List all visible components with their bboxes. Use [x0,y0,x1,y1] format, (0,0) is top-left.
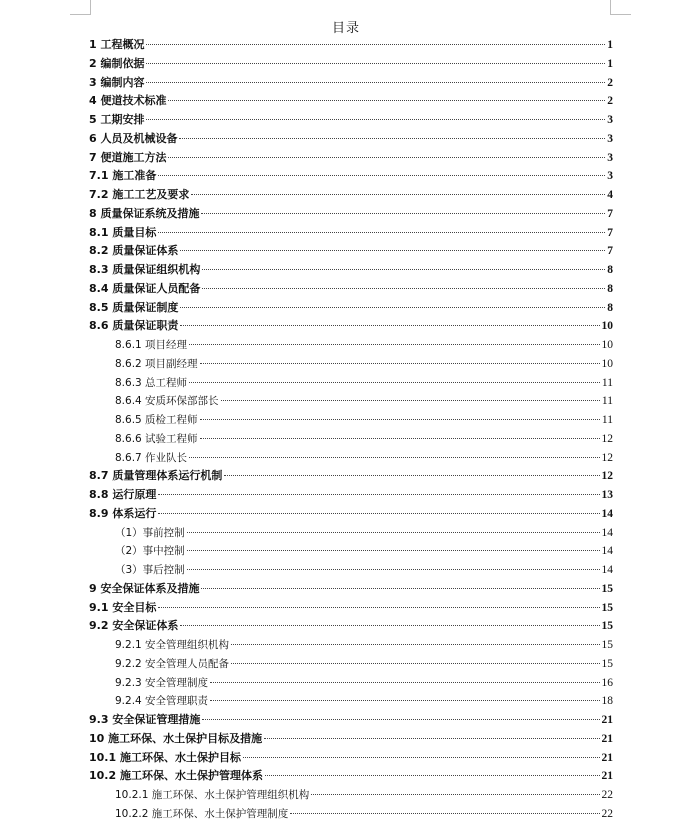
toc-entry-page-number: 4 [607,189,613,201]
toc-entry[interactable] [89,111,613,130]
toc-entry-label: 8.6.5 质检工程师 [115,414,198,426]
toc-dot-leader [210,700,599,701]
toc-entry[interactable] [89,224,613,243]
toc-entry[interactable] [89,411,613,430]
toc-dot-leader [146,63,605,64]
toc-dot-leader [224,475,599,476]
toc-dot-leader [180,325,599,326]
toc-entry-label: 8.4 质量保证人员配备 [89,281,201,295]
toc-entry-label: 8.6.7 作业队长 [115,451,188,464]
toc-entry-label: 8.6 质量保证职责 [89,319,179,333]
toc-entry-label: 9.2.3 安全管理制度 [115,676,209,689]
toc-entry-label: 8.7 质量管理体系运行机制 [89,469,223,483]
toc-entry-label: 2 编制依据 [89,56,145,70]
toc-entry-label: （2）事中控制 [115,545,185,558]
toc-dot-leader [168,100,605,101]
toc-dot-leader [179,138,605,139]
toc-entry[interactable] [89,74,613,93]
toc-entry-label: 8 质量保证系统及措施 [89,206,200,220]
toc-entry-page-number: 21 [601,751,613,764]
toc-entry[interactable] [89,730,613,749]
toc-entry[interactable] [89,374,613,393]
toc-dot-leader [158,513,599,514]
toc-entry-page-number: 7 [607,207,613,220]
toc-entry-label: 8.2 质量保证体系 [89,244,179,258]
toc-entry-label: 7.1 施工准备 [89,169,157,183]
toc-dot-leader [146,82,605,83]
toc-dot-leader [265,775,600,776]
toc-entry-label: 9.2.2 安全管理人员配备 [115,657,230,670]
toc-entry-label: 8.3 质量保证组织机构 [89,263,201,276]
toc-entry[interactable] [89,467,613,486]
toc-entry-label: 9.2.1 安全管理组织机构 [115,639,230,651]
toc-entry-label: 10.2.2 施工环保、水土保护管理制度 [115,807,289,820]
toc-entry-page-number: 12 [601,451,613,464]
toc-entry-label: 5 工期安排 [89,113,145,126]
toc-entry[interactable] [89,55,613,74]
toc-entry[interactable] [89,36,613,55]
page-corner-marker-left [70,0,91,15]
toc-dot-leader [202,719,599,720]
toc-entry-page-number: 14 [601,507,613,520]
toc-entry[interactable] [89,430,613,449]
toc-dot-leader [146,44,605,45]
toc-entry-page-number: 21 [601,714,613,726]
toc-entry[interactable] [89,617,613,636]
toc-entry-label: 8.6.3 总工程师 [115,376,188,389]
toc-entry-page-number: 12 [601,432,613,445]
toc-entry-label: 1 工程概况 [89,38,145,51]
page-corner-marker-right [610,0,631,15]
toc-dot-leader [243,757,600,758]
toc-entry[interactable] [89,449,613,468]
toc-dot-leader [202,269,605,270]
toc-entry-page-number: 14 [601,564,613,576]
toc-entry-label: 8.6.6 试验工程师 [115,432,198,445]
toc-entry-page-number: 11 [601,414,613,426]
toc-dot-leader [180,625,599,626]
toc-entry-page-number: 13 [601,489,613,501]
toc-entry-page-number: 10 [601,320,613,333]
toc-entry[interactable] [89,505,613,524]
toc-dot-leader [200,363,600,364]
toc-entry-page-number: 8 [607,282,613,295]
toc-entry-label: 7.2 施工工艺及要求 [89,188,190,201]
toc-entry-page-number: 3 [607,170,613,183]
toc-entry-label: 9.2 安全保证体系 [89,619,179,633]
toc-entry[interactable] [89,561,613,580]
toc-entry-page-number: 16 [601,676,613,689]
toc-entry[interactable] [89,130,613,149]
toc-entry[interactable] [89,392,613,411]
toc-entry-label: 10.2.1 施工环保、水土保护管理组织机构 [115,789,310,801]
toc-dot-leader [189,457,599,458]
toc-entry-label: 8.1 质量目标 [89,225,157,239]
toc-entry-label: 9.1 安全目标 [89,600,157,614]
toc-entry[interactable] [89,280,613,299]
toc-dot-leader [168,157,605,158]
toc-dot-leader [158,232,605,233]
toc-entry-label: 10.1 施工环保、水土保护目标 [89,750,241,764]
toc-entry[interactable] [89,636,613,655]
toc-entry-page-number: 22 [601,807,613,820]
toc-entry-label: 9 安全保证体系及措施 [89,581,200,595]
toc-entry-label: 9.2.4 安全管理职责 [115,695,209,708]
toc-entry[interactable] [89,674,613,693]
toc-dot-leader [189,344,599,345]
toc-entry-page-number: 8 [607,301,613,314]
toc-dot-leader [311,794,599,795]
toc-dot-leader [231,663,599,664]
toc-entry[interactable] [89,186,613,205]
toc-entry[interactable] [89,242,613,261]
table-of-contents [89,36,613,824]
toc-entry[interactable] [89,692,613,711]
toc-dot-leader [180,307,605,308]
toc-dot-leader [221,400,600,401]
toc-entry[interactable] [89,655,613,674]
toc-entry-label: 7 便道施工方法 [89,150,167,164]
toc-entry-label: 10.2 施工环保、水土保护管理体系 [89,769,263,783]
toc-dot-leader [200,438,600,439]
toc-entry[interactable] [89,599,613,618]
toc-entry[interactable] [89,92,613,111]
toc-dot-leader [264,738,599,739]
toc-entry-page-number: 10 [601,357,613,370]
toc-dot-leader [146,119,605,120]
toc-dot-leader [201,588,599,589]
toc-dot-leader [158,175,605,176]
toc-entry[interactable] [89,486,613,505]
toc-entry[interactable] [89,261,613,280]
toc-dot-leader [200,419,600,420]
toc-entry-page-number: 3 [607,132,613,145]
toc-entry[interactable] [89,767,613,786]
toc-entry[interactable] [89,205,613,224]
toc-entry[interactable] [89,786,613,805]
toc-entry-page-number: 12 [601,470,613,483]
toc-entry-page-number: 21 [601,770,613,783]
toc-dot-leader [290,813,599,814]
toc-entry[interactable] [89,711,613,730]
toc-dot-leader [210,682,599,683]
toc-entry[interactable] [89,580,613,599]
toc-entry-label: 8.5 质量保证制度 [89,300,179,314]
toc-dot-leader [202,288,605,289]
toc-entry-page-number: 8 [607,264,613,276]
toc-dot-leader [158,494,599,495]
toc-entry-page-number: 18 [601,695,613,708]
toc-entry-page-number: 22 [601,789,613,801]
toc-entry-page-number: 2 [607,95,613,108]
toc-entry-page-number: 14 [601,526,613,539]
toc-entry-label: 6 人员及机械设备 [89,131,178,145]
toc-entry[interactable] [89,149,613,168]
toc-entry[interactable] [89,299,613,318]
toc-entry[interactable] [89,167,613,186]
toc-entry[interactable] [89,805,613,824]
toc-entry[interactable] [89,542,613,561]
toc-entry[interactable] [89,749,613,768]
toc-entry-page-number: 1 [607,39,613,51]
toc-dot-leader [231,644,599,645]
toc-entry-page-number: 2 [607,76,613,89]
toc-entry-label: （1）事前控制 [115,526,185,539]
toc-dot-leader [187,569,600,570]
toc-title: 目录 [331,21,360,36]
toc-dot-leader [158,607,599,608]
toc-entry-label: 8.6.1 项目经理 [115,339,188,351]
toc-entry-page-number: 15 [601,620,613,633]
toc-dot-leader [187,550,600,551]
toc-entry-label: 8.6.4 安质环保部部长 [115,395,219,408]
toc-entry-page-number: 10 [601,339,613,351]
toc-dot-leader [191,194,605,195]
toc-entry-label: 3 编制内容 [89,75,145,89]
toc-entry[interactable] [89,524,613,543]
toc-entry-page-number: 3 [607,151,613,164]
toc-entry-page-number: 21 [601,732,613,745]
toc-entry[interactable] [89,355,613,374]
toc-dot-leader [201,213,605,214]
toc-entry[interactable] [89,336,613,355]
toc-entry-page-number: 14 [601,545,613,558]
toc-dot-leader [180,250,605,251]
toc-entry-page-number: 15 [601,601,613,614]
toc-entry-page-number: 7 [607,245,613,258]
toc-entry-page-number: 11 [601,376,613,389]
toc-dot-leader [187,532,600,533]
toc-entry-label: 9.3 安全保证管理措施 [89,713,201,726]
toc-entry-page-number: 15 [601,657,613,670]
toc-entry-page-number: 15 [601,639,613,651]
toc-entry-page-number: 3 [607,114,613,126]
toc-entry-label: 10 施工环保、水土保护目标及措施 [89,731,263,745]
toc-entry-label: 8.9 体系运行 [89,506,157,520]
toc-entry-label: 8.8 运行原理 [89,488,157,501]
toc-entry-page-number: 7 [607,226,613,239]
toc-entry-page-number: 1 [607,57,613,70]
toc-entry[interactable] [89,317,613,336]
toc-entry-page-number: 15 [601,582,613,595]
toc-entry-label: 8.6.2 项目副经理 [115,357,198,370]
toc-dot-leader [189,382,600,383]
toc-entry-page-number: 11 [601,395,613,408]
toc-entry-label: （3）事后控制 [115,564,185,576]
toc-entry-label: 4 便道技术标准 [89,94,167,108]
